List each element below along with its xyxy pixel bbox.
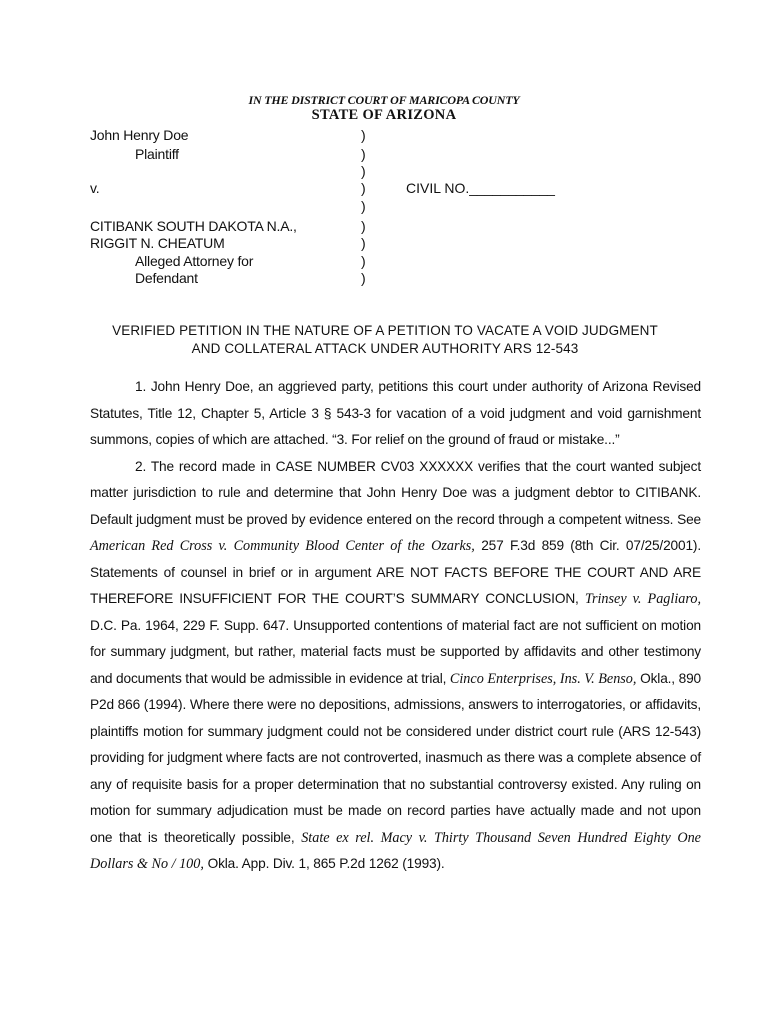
paragraph-2-text: Okla. App. Div. 1, 865 P.2d 1262 (1993).: [203, 856, 445, 871]
caption-paren: ): [361, 253, 366, 269]
caption-paren: ): [361, 198, 366, 214]
versus-label: v.: [90, 180, 100, 196]
case-citation: State ex rel. Macy v. Thirty Thousand Seven Hundred Eighty One Dollars & No / 100,: [90, 829, 701, 872]
document-title: [80, 322, 690, 358]
caption-paren: ): [361, 235, 366, 251]
paragraph-2-text: D.C. Pa. 1964, 229 F. Supp. 647. Unsupported contentions of material fact are not sufficient on motion for summary judgment, but rather, material facts must be supported by affidavits and other testimony and documents that would be admissible in evidence at trial,: [90, 617, 701, 686]
caption-paren: ): [361, 146, 366, 162]
document-body: [90, 374, 701, 878]
caption-paren: ): [361, 218, 366, 234]
paragraph-2-text: 257 F.3d 859 (8th Cir. 07/25/2001). Statements of counsel in brief or in argument ARE NOT FACTS BEFORE THE COURT AND ARE THEREFORE INSUFFICIENT FOR THE COURT’S SUMMARY CONCLUSION,: [90, 538, 701, 606]
state-heading: STATE OF ARIZONA: [311, 107, 457, 123]
attorney-name: RIGGIT N. CHEATUM: [90, 235, 225, 251]
paragraph-2: [90, 454, 701, 878]
paragraph-2-text: 2. The record made in CASE NUMBER CV03 XXXXXX verifies that the court wanted subject matter jurisdiction to rule and determine that John Henry Doe was a judgment debtor to CITIBANK. Default judgment must be proved by evidence entered on the record through a competent witness. See: [90, 458, 701, 527]
attorney-role-line1: Alleged Attorney for: [135, 253, 254, 269]
civil-number: CIVIL NO.___________: [406, 180, 555, 196]
case-citation: Cinco Enterprises, Ins. V. Benso,: [449, 670, 637, 687]
paragraph-2-text: Okla., 890 P2d 866 (1994). Where there were no depositions, admissions, answers to interrogatories, or affidavits, plaintiffs motion for summary judgment could not be considered under district court rule (ARS 12-543) providing for judgment where facts are not controverted, inasmuch as there was a complete absence of any of requisite basis for a proper determination that no substantial controversy existed. Any ruling on motion for summary adjudication must be made on record parties have actually made and not upon one that is theoretically possible,: [90, 670, 702, 845]
title-line-1: VERIFIED PETITION IN THE NATURE OF A PETITION TO VACATE A VOID JUDGMENT: [112, 323, 658, 338]
caption-paren: ): [361, 163, 366, 179]
plaintiff-name: John Henry Doe: [90, 127, 189, 143]
case-citation: American Red Cross v. Community Blood Center of the Ozarks,: [90, 538, 475, 554]
defendant-name: CITIBANK SOUTH DAKOTA N.A.,: [90, 218, 297, 234]
plaintiff-role: Plaintiff: [135, 146, 179, 162]
case-citation: Trinsey v. Pagliaro,: [584, 591, 701, 607]
court-heading: IN THE DISTRICT COURT OF MARICOPA COUNTY: [248, 93, 520, 107]
caption-paren: ): [361, 180, 366, 196]
caption-paren: ): [361, 270, 366, 286]
attorney-role-line2: Defendant: [135, 270, 198, 286]
caption-paren: ): [361, 127, 366, 143]
paragraph-1: 1. John Henry Doe, an aggrieved party, petitions this court under authority of Arizona Revised Statutes, Title 12, Chapter 5, Article 3 § 543-3 for vacation of a void judgment and void garnishment summons, copies of which are attached. “3. For relief on the ground of fraud or mistake...”: [90, 379, 701, 447]
title-line-2: AND COLLATERAL ATTACK UNDER AUTHORITY ARS 12-543: [191, 341, 579, 356]
